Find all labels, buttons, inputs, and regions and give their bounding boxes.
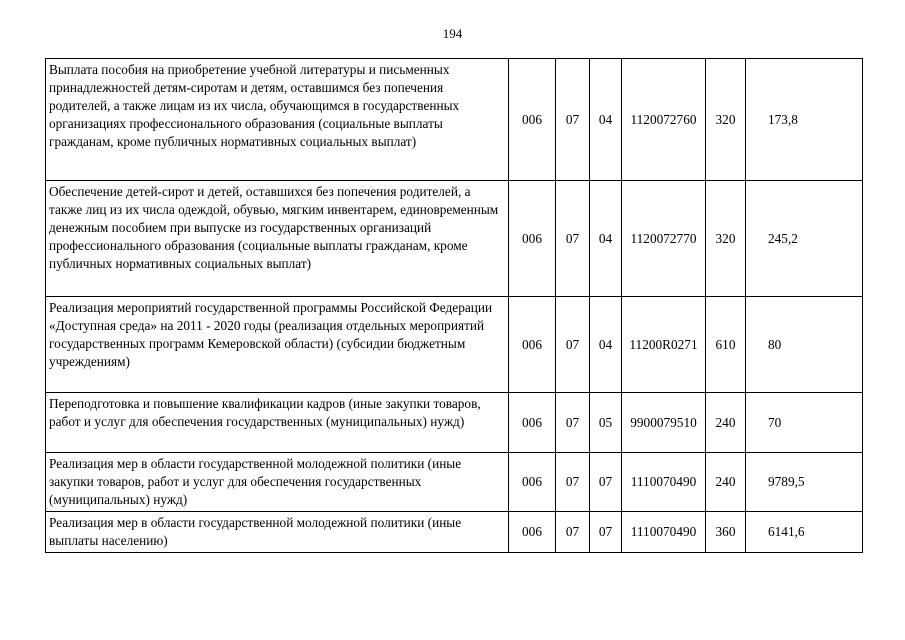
table-row	[46, 59, 863, 181]
ministry-code: 006	[509, 453, 556, 512]
section-code: 07	[556, 181, 590, 297]
table-row	[46, 453, 863, 512]
subsection-code: 07	[590, 453, 622, 512]
expense-type-code: 320	[706, 181, 746, 297]
table-row	[46, 512, 863, 553]
table-row	[46, 181, 863, 297]
row-description: Обеспечение детей-сирот и детей, оставшихся без попечения родителей, а также лиц из их числа одеждой, обувью, мягким инвентарем, единовременным денежным пособием при выпуске из государственных организаций профессионального образования (социальные выплаты гражданам, кроме публичных нормативных социальных выплат)	[46, 181, 509, 297]
amount: 70	[746, 393, 863, 453]
row-description: Реализация мер в области государственной молодежной политики (иные закупки товаров, работ и услуг для обеспечения государственных (муниципальных) нужд)	[46, 453, 509, 512]
row-description: Реализация мероприятий государственной программы Российской Федерации «Доступная среда» на 2011 - 2020 годы (реализация отдельных мероприятий государственных программ Кемеровской области) (субсидии бюджетным учреждениям)	[46, 297, 509, 393]
section-code: 07	[556, 297, 590, 393]
expense-type-code: 360	[706, 512, 746, 553]
row-description: Переподготовка и повышение квалификации кадров (иные закупки товаров, работ и услуг для обеспечения государственных (муниципальных) нужд)	[46, 393, 509, 453]
ministry-code: 006	[509, 512, 556, 553]
page-number: 194	[442, 26, 463, 41]
amount: 80	[746, 297, 863, 393]
row-description: Выплата пособия на приобретение учебной литературы и письменных принадлежностей детям-сиротам и детям, оставшимся без попечения родителей, а также лицам из их числа, обучающимся в государственных организациях профессионального образования (социальные выплаты гражданам, кроме публичных нормативных социальных выплат)	[46, 59, 509, 181]
amount: 245,2	[746, 181, 863, 297]
expense-type-code: 320	[706, 59, 746, 181]
budget-table	[45, 58, 863, 553]
target-article-code: 1120072770	[622, 181, 706, 297]
amount: 173,8	[746, 59, 863, 181]
subsection-code: 05	[590, 393, 622, 453]
expense-type-code: 240	[706, 393, 746, 453]
target-article-code: 1110070490	[622, 453, 706, 512]
ministry-code: 006	[509, 393, 556, 453]
section-code: 07	[556, 393, 590, 453]
table-row	[46, 393, 863, 453]
target-article-code: 11200R0271	[622, 297, 706, 393]
amount: 6141,6	[746, 512, 863, 553]
section-code: 07	[556, 453, 590, 512]
ministry-code: 006	[509, 59, 556, 181]
expense-type-code: 610	[706, 297, 746, 393]
expense-type-code: 240	[706, 453, 746, 512]
target-article-code: 9900079510	[622, 393, 706, 453]
subsection-code: 07	[590, 512, 622, 553]
target-article-code: 1120072760	[622, 59, 706, 181]
row-description: Реализация мер в области государственной молодежной политики (иные выплаты населению)	[46, 512, 509, 553]
subsection-code: 04	[590, 59, 622, 181]
section-code: 07	[556, 59, 590, 181]
ministry-code: 006	[509, 181, 556, 297]
section-code: 07	[556, 512, 590, 553]
subsection-code: 04	[590, 297, 622, 393]
target-article-code: 1110070490	[622, 512, 706, 553]
table-row	[46, 297, 863, 393]
subsection-code: 04	[590, 181, 622, 297]
ministry-code: 006	[509, 297, 556, 393]
amount: 9789,5	[746, 453, 863, 512]
